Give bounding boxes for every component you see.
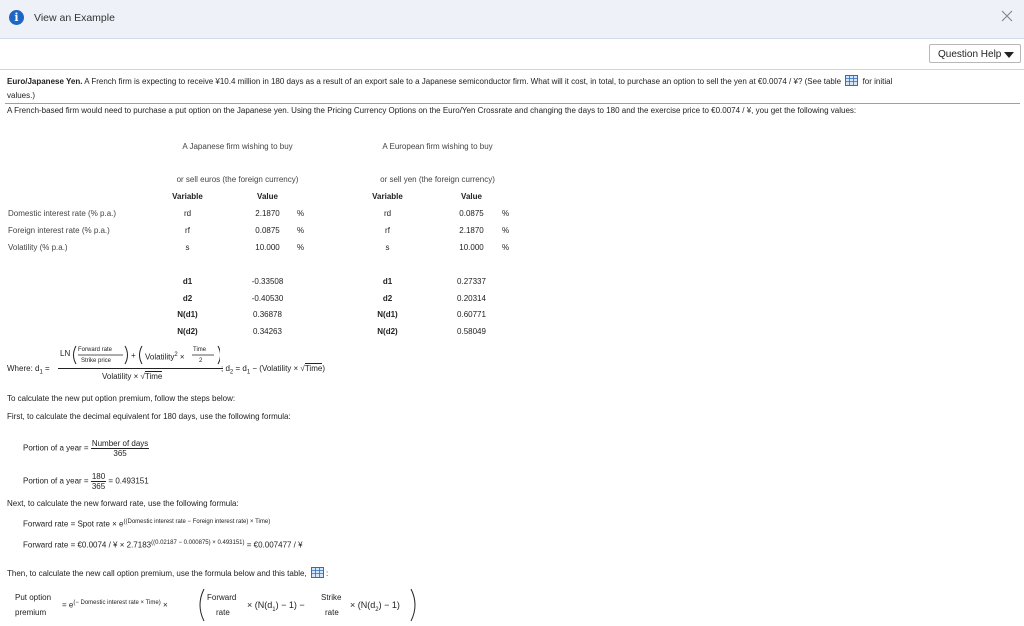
eu-unit: % <box>502 209 510 218</box>
view-example-link[interactable]: View an Example <box>34 12 115 24</box>
exp-term: = $e^{(- Domestic interest rate \times Time)}$ × <box>62 600 168 610</box>
jp-result-val: 0.34263 <box>253 327 282 336</box>
eu-head-1: A European firm wishing to buy <box>382 142 493 151</box>
jp-head-1: A Japanese firm wishing to buy <box>182 142 293 151</box>
divider <box>0 69 1024 70</box>
eu-unit: % <box>502 226 510 235</box>
eu-unit: % <box>502 243 510 252</box>
strike-price-label: Strike price <box>81 358 112 364</box>
row-label: Foreign interest rate (% p.a.) <box>8 226 110 235</box>
eu-result-val: 0.60771 <box>457 310 486 319</box>
row-label: Volatility (% p.a.) <box>8 243 68 252</box>
jp-unit: % <box>297 226 305 235</box>
question-title: Euro/Japanese Yen. <box>7 77 83 86</box>
answer-divider <box>5 103 1020 104</box>
question-help-label: Question Help <box>938 49 1002 60</box>
denominator: Volatility × √Time <box>102 372 163 381</box>
question-text <box>7 75 1017 103</box>
eu-result-var: d1 <box>382 277 393 286</box>
nd2-term: × $(N(d_2) - 1)$ <box>350 600 400 613</box>
jp-var-header: Variable <box>172 192 203 201</box>
jp-var: rd <box>183 209 192 218</box>
jp-head-2: or sell euros (the foreign currency) <box>176 175 299 184</box>
eu-result-val: 0.20314 <box>457 294 486 303</box>
eu-var: rf <box>385 226 390 235</box>
forward-calc: Forward rate = €0.0074 / ¥ × $2.7183^{((0.02187 - 0.000875) \times 0.493151)}$ = €0.007477 / ¥ <box>23 540 303 550</box>
eu-var: s <box>385 243 390 252</box>
close-icon[interactable] <box>997 6 1017 26</box>
eu-val: 0.0875 <box>459 209 484 218</box>
eu-result-val: 0.58049 <box>457 327 486 336</box>
nd1-term: × $(N(d_1) - 1)$ − <box>247 600 305 613</box>
row-label: Domestic interest rate (% p.a.) <box>8 209 117 218</box>
two-label: 2 <box>199 358 203 364</box>
portion-formula: Portion of a year = $\frac{\text{Number of days}}{365}$ <box>23 439 149 458</box>
jp-result-var: d2 <box>182 294 193 303</box>
strike-label: Strike <box>321 593 342 602</box>
jp-var: s <box>185 243 190 252</box>
jp-unit: % <box>297 243 305 252</box>
eu-head-2: or sell yen (the foreign currency) <box>380 175 495 184</box>
question-help-button[interactable] <box>929 44 1021 63</box>
forward-label: Forward <box>207 593 237 602</box>
jp-val-header: Value <box>257 192 278 201</box>
jp-result-var: d1 <box>182 277 193 286</box>
eu-val: 2.1870 <box>459 226 484 235</box>
where-label: Where: $d_1$ = <box>7 364 50 376</box>
eu-result-var: N(d2) <box>377 327 398 336</box>
eu-val: 10.000 <box>459 243 484 252</box>
plus-sign: + <box>131 351 136 360</box>
jp-result-var: N(d1) <box>177 310 198 319</box>
eu-val-header: Value <box>461 192 482 201</box>
eu-var-header: Variable <box>372 192 403 201</box>
forward-rate-word: rate <box>216 608 230 617</box>
fraction-bar <box>58 368 223 369</box>
jp-result-val: -0.40530 <box>251 294 284 303</box>
eu-result-val: 0.27337 <box>457 277 486 286</box>
question-body-3: values.) <box>7 91 36 100</box>
premium-label: premium <box>15 608 47 617</box>
table-icon[interactable] <box>845 75 858 86</box>
jp-result-val: 0.36878 <box>253 310 282 319</box>
eu-result-var: N(d1) <box>377 310 398 319</box>
question-body-2: for initial <box>862 77 893 86</box>
jp-unit: % <box>297 209 305 218</box>
top-bar <box>0 0 1024 39</box>
portion-result: Portion of a year = $\frac{180}{365}$ = 0.493151 <box>23 472 149 491</box>
forward-formula: Forward rate = Spot rate × $e^{((Domestic interest rate - Foreign interest rate) \times Time)}$ <box>23 519 271 529</box>
step-intro: To calculate the new put option premium, follow the steps below: <box>7 394 236 403</box>
step-3: Then, to calculate the new call option premium, use the formula below and this table, : <box>7 569 329 578</box>
time-label: Time <box>193 347 207 353</box>
table-icon[interactable] <box>311 567 324 578</box>
eu-result-var: d2 <box>382 294 393 303</box>
forward-rate-label: Forward rate <box>78 347 113 353</box>
ln-label: LN <box>60 349 71 358</box>
question-body: A French firm is expecting to receive ¥10.4 million in 180 days as a result of an export sale to a Japanese semiconductor firm. What will it cost, in total, to purchase an option to sell the yen at €0.0074 / ¥? (See table <box>84 77 842 86</box>
step-2: Next, to calculate the new forward rate, use the following formula: <box>7 499 239 508</box>
dropdown-arrow-icon <box>1004 52 1014 58</box>
answer-intro: A French-based firm would need to purchase a put option on the Japanese yen. Using the Pricing Currency Options on the Euro/Yen Crossrate and changing the days to 180 and the exercise price to €0.0074 / ¥, you get the following values: <box>7 106 857 115</box>
strike-rate-word: rate <box>325 608 339 617</box>
jp-var: rf <box>185 226 190 235</box>
jp-result-var: N(d2) <box>177 327 198 336</box>
eu-var: rd <box>383 209 392 218</box>
jp-val: 0.0875 <box>255 226 280 235</box>
step-1: First, to calculate the decimal equivalent for 180 days, use the following formula: <box>7 412 291 421</box>
put-option-label: Put option <box>15 593 52 602</box>
d2-formula: ; $d_2 = d_1$ − (Volatility × √Time) <box>221 364 325 376</box>
jp-val: 10.000 <box>255 243 280 252</box>
jp-result-val: -0.33508 <box>251 277 284 286</box>
jp-val: 2.1870 <box>255 209 280 218</box>
info-icon[interactable]: i <box>9 10 24 25</box>
volatility-label: Volatility$^2$ × <box>145 352 185 362</box>
